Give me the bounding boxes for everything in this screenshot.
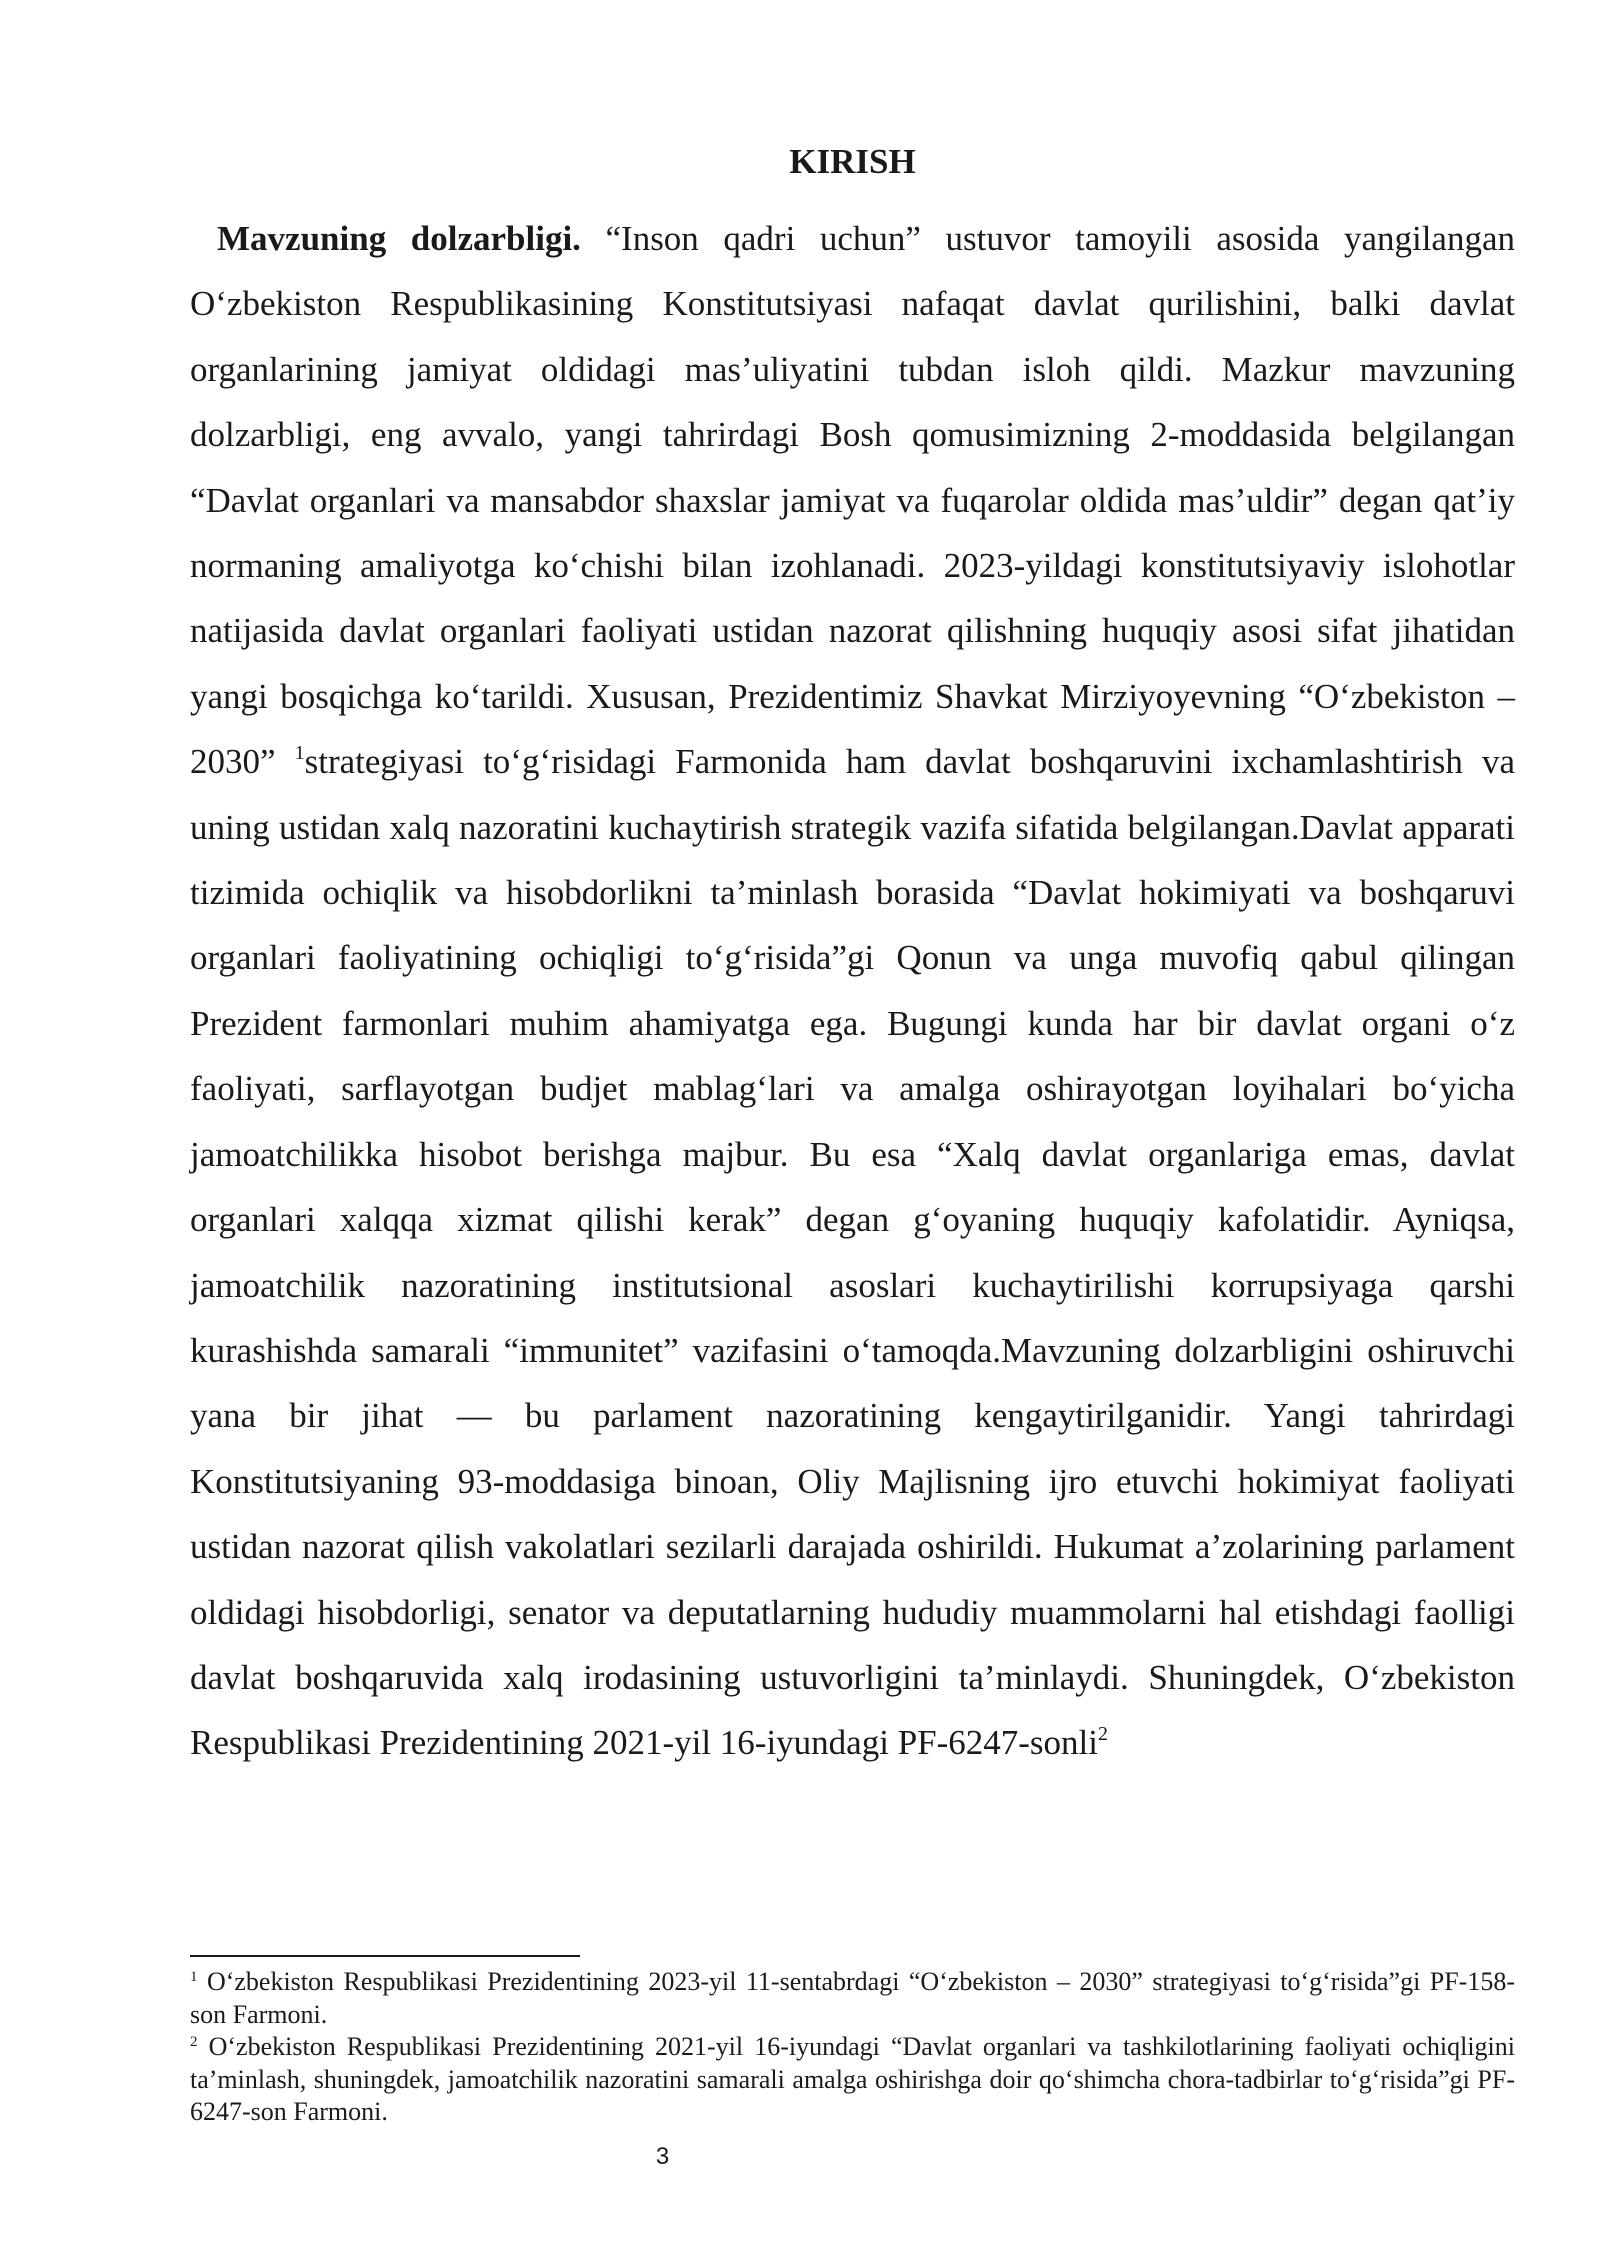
footnote-text-2: O‘zbekiston Respublikasi Prezidentining 2021-yil 16-iyundagi “Davlat organlari va tashkilotlarining faoliyati ochiqligini ta’minlash, shuningdek, jamoatchilik nazoratini samarali amalga oshirishga doir qo‘shimcha chora-tadbirlar to‘g‘risida”gi PF-6247-son Farmoni. <box>190 2032 1515 2126</box>
paragraph-text-part-2: strategiyasi to‘g‘risidagi Farmonida ham davlat boshqaruvini ixchamlashtirish va uning ustidan xalq nazoratini kuchaytirish strategik vazifa sifatida belgilangan.Davlat apparati tizimida ochiqlik va hisobdorlikni ta’minlash borasida “Davlat hokimiyati va boshqaruvi organlari faoliyatining ochiqligi to‘g‘risida”gi Qonun va unga muvofiq qabul qilingan Prezident farmonlari muhim ahamiyatga ega. Bugungi kunda har bir davlat organi o‘z faoliyati, sarflayotgan budjet mablag‘lari va amalga oshirayotgan loyihalari bo‘yicha jamoatchilikka hisobot berishga majbur. Bu esa “Xalq davlat organlariga emas, davlat organlari xalqqa xizmat qilishi kerak” degan g‘oyaning huquqiy kafolatidir. Ayniqsa, jamoatchilik nazoratining institutsional asoslari kuchaytirilishi korrupsiyaga qarshi kurashishda samarali “immunitet” vazifasini o‘tamoqda.Mavzuning dolzarbligini oshiruvchi yana bir jihat — bu parlament nazoratining kengaytirilganidir. Yangi tahrirdagi Konstitutsiyaning 93-moddasiga binoan, Oliy Majlisning ijro etuvchi hokimiyat faoliyati ustidan nazorat qilish vakolatlari sezilarli darajada oshirildi. Hukumat a’zolarining parlament oldidagi hisobdorligi, senator va deputatlarning hududiy muammolarni hal etishdagi faolligi davlat boshqaruvida xalq irodasining ustuvorligini ta’minlaydi. Shuningdek, O‘zbekiston Respublikasi Prezidentining 2021-yil 16-iyundagi PF-6247-sonli <box>190 742 1516 1763</box>
paragraph-lead: Mavzuning dolzarbligi. <box>217 219 581 258</box>
footnote-marker-2: 2 <box>190 2034 198 2050</box>
footnote-2 <box>190 2031 1515 2129</box>
footnote-separator <box>190 1955 580 1957</box>
paragraph-text-part-1: “Inson qadri uchun” ustuvor tamoyili asosida yangilangan O‘zbekiston Respublikasining Konstitutsiyasi nafaqat davlat qurilishini, balki davlat organlarining jamiyat oldidagi mas’uliyatini tubdan isloh qildi. Mazkur mavzuning dolzarbligi, eng avvalo, yangi tahrirdagi Bosh qomusimizning 2-moddasida belgilangan “Davlat organlari va mansabdor shaxslar jamiyat va fuqarolar oldida mas’uldir” degan qat’iy normaning amaliyotga ko‘chishi bilan izohlanadi. 2023-yildagi konstitutsiyaviy islohotlar natijasida davlat organlari faoliyati ustidan nazorat qilishning huquqiy asosi sifat jihatidan yangi bosqichga ko‘tarildi. Xususan, Prezidentimiz Shavkat Mirziyoyevning “O‘zbekiston – 2030” <box>190 219 1515 782</box>
footnote-1 <box>190 1966 1515 2031</box>
footnote-marker-1: 1 <box>190 1969 198 1985</box>
footnote-reference-1[interactable]: 1 <box>294 742 305 765</box>
footnotes-section <box>190 1966 1515 2129</box>
footnote-reference-2[interactable]: 2 <box>1098 1723 1109 1746</box>
footnote-text-1: O‘zbekiston Respublikasi Prezidentining 2023-yil 11-sentabrdagi “O‘zbekiston – 2030” strategiyasi to‘g‘risida”gi PF-158-son Farmoni. <box>190 1967 1515 2029</box>
section-title: KIRISH <box>789 142 916 181</box>
page-number: 3 <box>655 2143 670 2170</box>
body-paragraph <box>190 206 1515 1776</box>
